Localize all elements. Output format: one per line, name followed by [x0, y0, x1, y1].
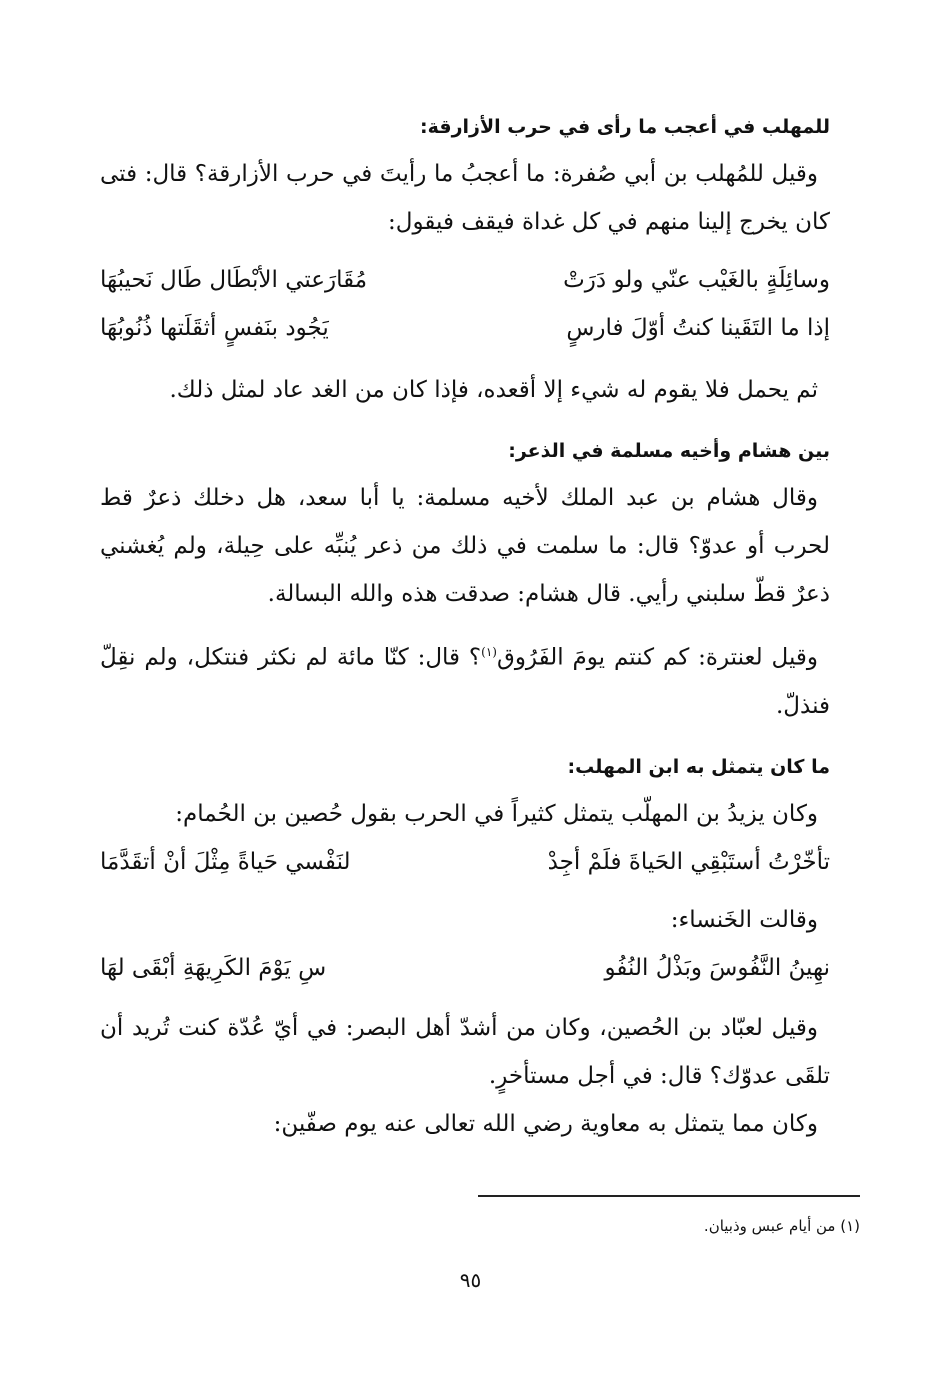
verse-line	[100, 256, 830, 304]
paragraph-antara	[100, 628, 830, 730]
section-heading-muhallab: للمهلب في أعجب ما رأى في حرب الأزارقة:	[420, 116, 830, 138]
footnote: (١) من أيام عبس وذبيان.	[703, 1217, 860, 1235]
footnote-divider	[478, 1195, 860, 1197]
paragraph-muhallab-outro: ثم يحمل فلا يقوم له شيء إلا أقعده، فإذا كان من الغد عاد لمثل ذلك.	[169, 377, 818, 403]
page-body	[100, 112, 830, 1158]
verse-first-hemistich: وسائِلَةٍ بالغَيْب عنّي ولو دَرَتْ	[563, 267, 830, 293]
section-heading-ibn-muhallab: ما كان يتمثل به ابن المهلب:	[567, 755, 830, 778]
page-number: ٩٥	[459, 1268, 482, 1292]
footnote-marker: (١)	[481, 645, 497, 659]
verse-line	[100, 944, 830, 992]
verse-second-hemistich: يَجُود بنَفسٍ أثقَلَتها ذُنُوبُهَا	[100, 315, 329, 341]
paragraph-hisham: وقال هشام بن عبد الملك لأخيه مسلمة: يا أبا سعد، هل دخلك ذعرٌ قط لحرب أو عدوّ؟ قال: ما سلمت في ذلك من ذعر يُنبِّه على حِيلة، ولم يُغشني ذعرٌ قطّ سلبني رأيي. قال هشام: صدقت هذه والله البسالة.	[100, 485, 830, 607]
paragraph-muhallab-intro: وقيل للمُهلب بن أبي صُفرة: ما أعجبُ ما رأيتَ في حرب الأزارقة؟ قال: فتى كان يخرج إلينا منهم في كل غداة فيقف فيقول:	[100, 161, 830, 235]
paragraph-abbad: وقيل لعبّاد بن الحُصين، وكان من أشدّ أهل البصر: في أيّ عُدّة كنت تُريد أن تلقَى عدوّك؟ قال: في أجل مستأخرٍ.	[100, 1014, 830, 1089]
paragraph-khansa: وقالت الخَنساء:	[670, 906, 818, 933]
verse-first-hemistich: نهِينُ النَّفُوسَ وبَذْلُ النُفُو	[604, 954, 830, 981]
section-heading-hisham: بين هشام وأخيه مسلمة في الذعر:	[508, 440, 830, 462]
verse-line	[100, 304, 830, 352]
verse-second-hemistich: مُقَارَعتي الأبْطَال طَال نَحيبُهَا	[100, 267, 368, 293]
verse-line	[100, 838, 830, 886]
paragraph-muawiya: وكان مما يتمثل به معاوية رضي الله تعالى عنه يوم صفّين:	[273, 1110, 818, 1137]
verse-first-hemistich: إذا ما التَقَينا كنتُ أوّلَ فارسٍ	[566, 315, 830, 341]
verse-second-hemistich: لنَفْسي حَياةً مِثْلَ أنْ أتقَدَّمَا	[100, 848, 351, 875]
antara-text-end: ؟ قال: كنّا مائة لم نكثر فنتكل، ولم نقِلّ فنذلّ.	[100, 644, 830, 719]
verse-second-hemistich: سِ يَوْمَ الكَرِيهَةِ أبْقَى لهَا	[100, 954, 327, 981]
antara-text-start: وقيل لعنترة: كم كنتم يومَ الفَرُوق	[496, 644, 818, 671]
verse-first-hemistich: تأخّرْتُ أستَبْقِي الحَياةَ فلَمْ أجِدْ	[547, 848, 830, 875]
paragraph-yazid: وكان يزيدُ بن المهلّب يتمثل كثيراً في الحرب بقول حُصين بن الحُمام:	[175, 800, 818, 827]
